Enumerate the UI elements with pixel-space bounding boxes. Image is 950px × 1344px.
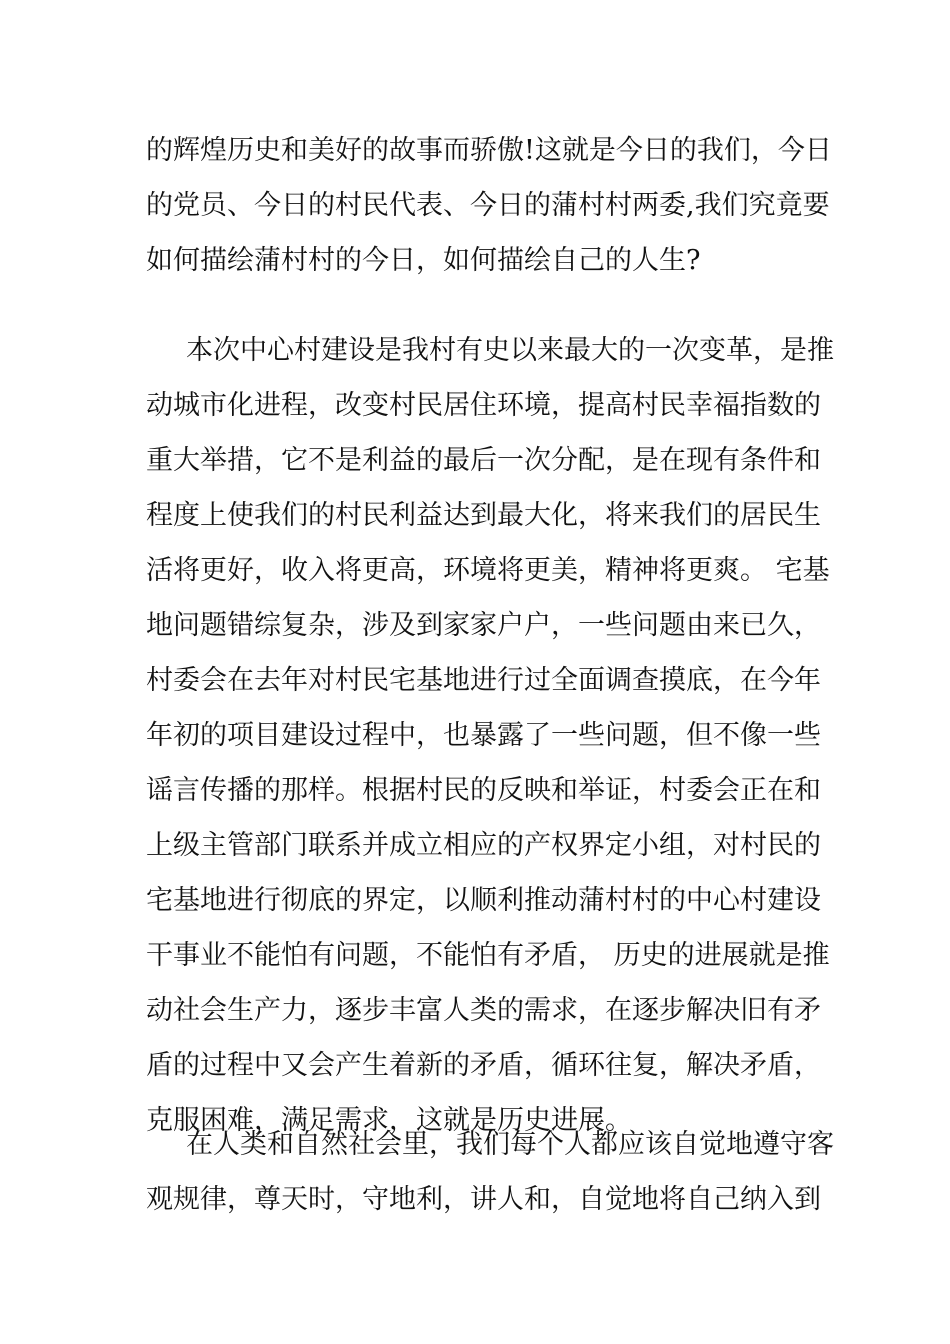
text-line: 地问题错综复杂，涉及到家家户户，一些问题由来已久， [146, 610, 821, 641]
text-line: 本次中心村建设是我村有史以来最大的一次变革，是推 [186, 335, 834, 366]
text-line: 动城市化进程，改变村民居住环境，提高村民幸福指数的 [146, 390, 821, 421]
text-line: 的党员、今日的村民代表、今日的蒲村村两委,我们究竟要 [146, 190, 830, 221]
text-line: 活将更好，收入将更高，环境将更美，精神将更爽。 宅基 [146, 555, 830, 586]
text-line: 盾的过程中又会产生着新的矛盾，循环往复，解决矛盾， [146, 1050, 821, 1081]
text-line: 如何描绘蒲村村的今日，如何描绘自己的人生? [146, 245, 701, 276]
text-line: 动社会生产力，逐步丰富人类的需求，在逐步解决旧有矛 [146, 995, 821, 1026]
text-line: 的辉煌历史和美好的故事而骄傲!这就是今日的我们，今日 [146, 135, 832, 166]
text-line: 年初的项目建设过程中，也暴露了一些问题，但不像一些 [146, 720, 821, 751]
paragraph-1 [146, 123, 832, 288]
paragraph-2 [146, 323, 834, 1148]
text-line: 宅基地进行彻底的界定，以顺利推动蒲村村的中心村建设 [146, 885, 821, 916]
paragraph-3 [146, 1117, 834, 1227]
text-line: 克服困难，满足需求，这就是历史进展。 [146, 1105, 632, 1136]
text-line: 在人类和自然社会里，我们每个人都应该自觉地遵守客 [186, 1129, 834, 1160]
text-line: 上级主管部门联系并成立相应的产权界定小组，对村民的 [146, 830, 821, 861]
text-line: 观规律，尊天时，守地利，讲人和，自觉地将自己纳入到 [146, 1184, 821, 1215]
text-line: 村委会在去年对村民宅基地进行过全面调查摸底，在今年 [146, 665, 821, 696]
text-line: 谣言传播的那样。根据村民的反映和举证，村委会正在和 [146, 775, 821, 806]
text-line: 干事业不能怕有问题，不能怕有矛盾， 历史的进展就是推 [146, 940, 830, 971]
text-line: 程度上使我们的村民利益达到最大化，将来我们的居民生 [146, 500, 821, 531]
text-line: 重大举措，它不是利益的最后一次分配，是在现有条件和 [146, 445, 821, 476]
